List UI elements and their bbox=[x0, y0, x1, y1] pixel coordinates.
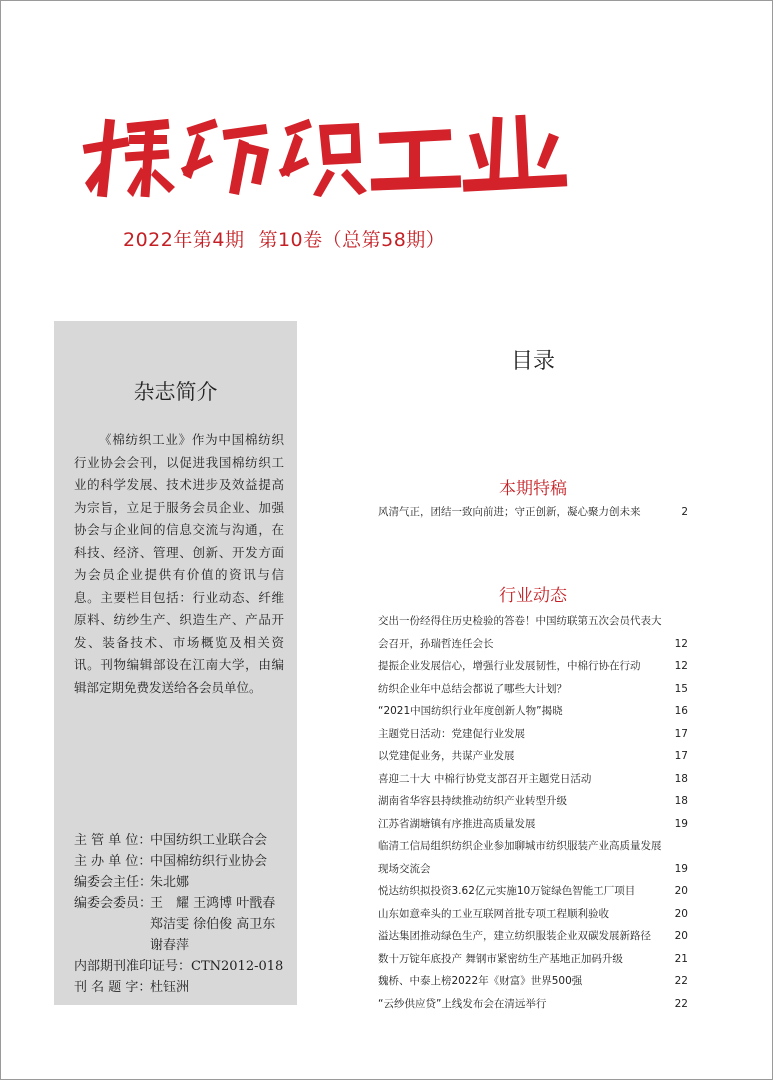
toc-item[interactable] bbox=[378, 768, 690, 791]
toc-item[interactable] bbox=[378, 655, 690, 678]
toc-item-title: 喜迎二十大 中棉行协党支部召开主题党日活动 bbox=[378, 772, 592, 785]
toc-item-page: 12 bbox=[674, 637, 688, 650]
toc-item-page: 17 bbox=[674, 750, 688, 762]
toc-item[interactable] bbox=[378, 880, 690, 903]
toc-list-special bbox=[378, 501, 690, 524]
toc-title: 目录 bbox=[510, 349, 555, 374]
masthead-label: 编委会委员： bbox=[74, 896, 153, 911]
masthead-value: 杜钰洲 bbox=[150, 980, 190, 995]
toc-item[interactable] bbox=[378, 790, 690, 813]
magazine-logo bbox=[79, 113, 569, 199]
intro-panel bbox=[54, 321, 297, 1005]
toc-item[interactable] bbox=[378, 610, 690, 655]
intro-body: 《棉纺织工业》作为中国棉纺织行业协会会刊，以促进我国棉纺织工业的科学发展、技术进步及效益提高为宗旨，立足于服务会员企业、加强协会与企业间的信息交流与沟通，在科技、经济、管理、创新、开发方面为会员企业提供有价值的资讯与信息。主要栏目包括：行业动态、纤维原料、纺纱生产、织造生产、产品开发、装备技术、市场概览及相关资讯。刊物编辑部设在江南大学，由编辑部定期免费发送给各会员单位。 bbox=[74, 432, 284, 695]
masthead-row bbox=[74, 872, 290, 893]
toc-item-title: 悦达纺织拟投资3.62亿元实施10万锭绿色智能工厂项目 bbox=[378, 885, 636, 897]
masthead-value: CTN2012-018 bbox=[191, 959, 284, 974]
toc-item[interactable] bbox=[378, 700, 690, 723]
masthead-row bbox=[74, 830, 290, 851]
toc-item-page: 19 bbox=[674, 817, 688, 830]
toc-item-title: 山东如意牵头的工业互联网首批专项工程顺利验收 bbox=[378, 907, 609, 920]
volume-number: 第10卷（总第58期） bbox=[258, 229, 446, 251]
masthead-label: 内部期刊准印证号： bbox=[74, 959, 192, 974]
masthead-row bbox=[74, 893, 290, 956]
toc-item-title: 数十万锭年底投产 舞钢市紧密纺生产基地正加码升级 bbox=[378, 952, 623, 965]
toc-item-page: 19 bbox=[674, 862, 688, 875]
toc-item[interactable] bbox=[378, 678, 690, 701]
toc-item[interactable] bbox=[378, 745, 690, 768]
toc-item-page: 22 bbox=[674, 997, 688, 1010]
toc-item-title: 主题党日活动：党建促行业发展 bbox=[378, 727, 525, 740]
masthead-row bbox=[74, 851, 290, 872]
toc-item[interactable] bbox=[378, 903, 690, 926]
toc-item-title: 风清气正，团结一致向前进；守正创新，凝心聚力创未来 bbox=[378, 506, 641, 518]
toc-item-title: 提振企业发展信心，增强行业发展韧性，中棉行协在行动 bbox=[378, 660, 641, 672]
issue-number: 2022年第4期 bbox=[123, 229, 245, 251]
toc-item[interactable] bbox=[378, 925, 690, 948]
toc-item-page: 17 bbox=[674, 727, 688, 740]
masthead-value: 朱北娜 bbox=[150, 875, 190, 890]
masthead-label: 编委会主任： bbox=[74, 875, 153, 890]
issue-line bbox=[123, 225, 445, 252]
toc-item-page: 15 bbox=[674, 682, 688, 695]
section-heading-industry: 行业动态 bbox=[499, 586, 567, 606]
toc-item-page: 18 bbox=[674, 795, 688, 807]
toc-item-page: 20 bbox=[674, 907, 688, 920]
toc-item-title: 交出一份经得住历史检验的答卷！中国纺联第五次会员代表大会召开，孙瑞哲连任会长 bbox=[378, 615, 662, 650]
toc-item-title: 溢达集团推动绿色生产，建立纺织服装企业双碳发展新路径 bbox=[378, 930, 651, 942]
masthead-row bbox=[74, 977, 290, 998]
masthead-label: 主 办 单 位： bbox=[74, 854, 152, 869]
toc-item-page: 16 bbox=[674, 705, 688, 717]
toc-item[interactable] bbox=[378, 970, 690, 993]
toc-list-industry bbox=[378, 610, 690, 1015]
masthead-value: 中国纺织工业联合会 bbox=[150, 833, 268, 848]
toc-item[interactable] bbox=[378, 993, 690, 1016]
masthead-label: 刊 名 题 字： bbox=[74, 980, 152, 995]
toc-item-page: 21 bbox=[674, 952, 688, 965]
toc-item-title: 湖南省华容县持续推动纺织产业转型升级 bbox=[378, 795, 567, 807]
masthead-value: 中国棉纺织行业协会 bbox=[150, 854, 268, 869]
toc-item-page: 20 bbox=[674, 930, 688, 942]
toc-item-page: 12 bbox=[674, 660, 688, 672]
toc-item[interactable] bbox=[378, 948, 690, 971]
toc-item-title: “2021中国纺织行业年度创新人物”揭晓 bbox=[378, 705, 563, 717]
toc-item[interactable] bbox=[378, 501, 690, 524]
toc-item-title: 以党建促业务，共谋产业发展 bbox=[378, 750, 515, 762]
toc-item-page: 22 bbox=[674, 975, 688, 987]
calligraphy-logo-graphic bbox=[79, 113, 569, 199]
toc-item-page: 18 bbox=[674, 772, 688, 785]
masthead bbox=[74, 830, 290, 998]
toc-item[interactable] bbox=[378, 835, 690, 880]
toc-item-title: 魏桥、中泰上榜2022年《财富》世界500强 bbox=[378, 975, 583, 987]
toc-item-page: 2 bbox=[681, 506, 688, 518]
toc-item-title: 纺织企业年中总结会都说了哪些大计划？ bbox=[378, 682, 567, 695]
masthead-value: 王 耀 王鸿博 叶戬春 郑洁雯 徐伯俊 高卫东 谢春萍 bbox=[150, 896, 276, 953]
intro-title: 杂志简介 bbox=[133, 380, 218, 404]
toc-item-title: “云纱供应贷”上线发布会在清远举行 bbox=[378, 997, 547, 1010]
toc-item-title: 临清工信局组织纺织企业参加聊城市纺织服装产业高质量发展现场交流会 bbox=[378, 840, 662, 875]
toc-item[interactable] bbox=[378, 723, 690, 746]
toc-item-page: 20 bbox=[674, 885, 688, 897]
section-heading-special: 本期特稿 bbox=[499, 479, 567, 499]
masthead-row bbox=[74, 956, 290, 977]
toc-item-title: 江苏省湖塘镇有序推进高质量发展 bbox=[378, 817, 536, 830]
masthead-label: 主 管 单 位： bbox=[74, 833, 152, 848]
toc-item[interactable] bbox=[378, 813, 690, 836]
